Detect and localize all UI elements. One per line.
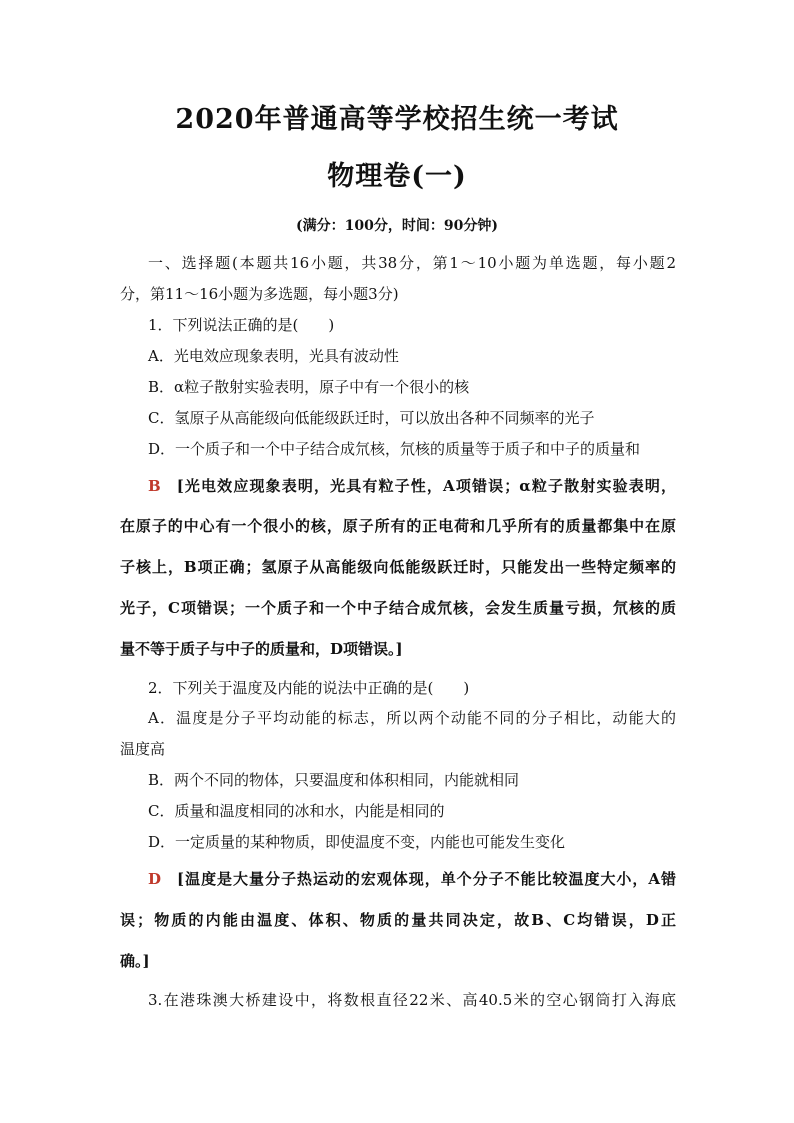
q3-stem: 3.在港珠澳大桥建设中，将数根直径22米、高40.5米的空心钢筒打入海底 [148,991,676,1009]
page-title: 2020年普通高等学校招生统一考试 [175,104,619,135]
q1-explanation-line-5: 量不等于质子与中子的质量和，D项错误。] [120,640,403,658]
q1-explanation-text-1: [光电效应现象表明，光具有粒子性，A项错误；α粒子散射实验表明， [176,477,676,495]
page-subtitle: 物理卷(一) [327,161,467,192]
q2-answer: D [148,870,162,888]
section-header-line-1: 一、选择题(本题共16小题，共38分，第1～10小题为单选题，每小题2 [148,254,676,272]
q1-option-b: B．α粒子散射实验表明，原子中有一个很小的核 [148,378,470,396]
section-header-line-2: 分，第11～16小题为多选题，每小题3分) [120,285,399,303]
q1-stem: 1．下列说法正确的是( ) [148,316,335,334]
q1-option-c: C．氢原子从高能级向低能级跃迁时，可以放出各种不同频率的光子 [148,409,595,427]
q2-option-c: C．质量和温度相同的冰和水，内能是相同的 [148,802,445,820]
q1-option-a: A．光电效应现象表明，光具有波动性 [148,347,399,365]
q2-stem: 2．下列关于温度及内能的说法中正确的是( ) [148,679,470,697]
q2-explanation-line-3: 确。] [120,952,150,970]
q1-explanation-line-4: 光子，C项错误；一个质子和一个中子结合成氘核，会发生质量亏损，氘核的质 [120,599,676,617]
q1-answer: B [148,477,161,495]
q1-explanation-line-2: 在原子的中心有一个很小的核，原子所有的正电荷和几乎所有的质量都集中在原 [120,517,676,535]
q1-option-d: D．一个质子和一个中子结合成氘核，氘核的质量等于质子和中子的质量和 [148,440,641,458]
q1-explanation-line-3: 子核上，B项正确；氢原子从高能级向低能级跃迁时，只能发出一些特定频率的 [120,558,676,576]
q2-option-a-line-2: 温度高 [120,740,166,758]
q1-explanation-line-1 [148,476,676,496]
q2-option-a-line-1: A．温度是分子平均动能的标志，所以两个动能不同的分子相比，动能大的 [148,709,676,727]
q2-explanation-line-1 [148,869,676,889]
exam-meta: (满分：100分，时间：90分钟) [296,218,498,234]
q2-option-d: D．一定质量的某种物质，即使温度不变，内能也可能发生变化 [148,833,566,851]
q2-explanation-text-1: [温度是大量分子热运动的宏观体现，单个分子不能比较温度大小，A错 [177,870,676,888]
q2-explanation-line-2: 误；物质的内能由温度、体积、物质的量共同决定，故B、C均错误，D正 [120,911,676,929]
q2-option-b: B．两个不同的物体，只要温度和体积相同，内能就相同 [148,771,520,789]
